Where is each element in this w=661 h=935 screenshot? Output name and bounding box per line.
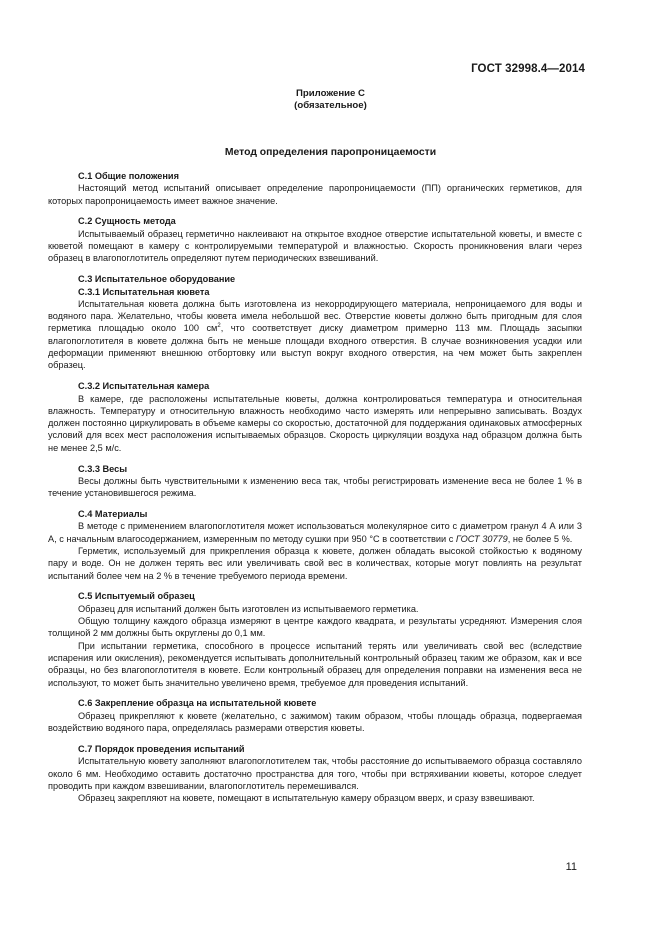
superscript-two: 2 [217, 323, 221, 330]
paragraph-c4-1 [48, 520, 582, 545]
section-heading-c6: С.6 Закрепление образца на испытательной кювете [78, 698, 317, 709]
section-heading-c32: С.3.2 Испытательная камера [78, 381, 210, 392]
standard-reference: ГОСТ 30779 [455, 533, 508, 544]
paragraph-c4-1-part-b: , не более 5 %. [507, 533, 573, 544]
section-heading-c33: С.3.3 Весы [78, 463, 128, 474]
document-body [48, 170, 582, 804]
paragraph-c5-3: При испытании герметика, способного в процессе испытаний терять или увеличивать свой вес (вследствие испарения или окисления), рекомендуется испытывать дополнительный контрольный образец таким же образом, как и все образцы, но без влагопоглотителя в кювете. Если контрольный образец для определения поправки на изменения веса не используют, то может быть значительно увеличено время, требуемое для проведения испытаний. [48, 640, 582, 688]
section-heading-c7: С.7 Порядок проведения испытаний [78, 743, 245, 754]
page-number: 11 [565, 861, 577, 873]
section-heading-c4: С.4 Материалы [78, 509, 148, 520]
section-heading-c1: С.1 Общие положения [78, 171, 179, 181]
paragraph-c5-2: Общую толщину каждого образца измеряют в центре каждого квадрата, и результаты усредняют. Измерения слоя толщиной 2 мм должны быть округлены до 0,1 мм. [48, 616, 582, 639]
paragraph-c31-1 [48, 298, 582, 372]
annex-status: (обязательное) [294, 100, 367, 111]
paragraph-c33-1: Весы должны быть чувствительными к изменению веса так, чтобы регистрировать изменение веса не более 1 % в течение установившегося режима. [48, 475, 582, 499]
paragraph-c2-1: Испытываемый образец герметично наклеивают на открытое входное отверстие испытательной кюветы, и вместе с кюветой помещают в камеру с контролируемыми температурой и влажностью. Скорость проникновения влаги через образец в влагопоглотитель определяют путем периодических взвешиваний. [48, 228, 582, 264]
paragraph-c4-2: Герметик, используемый для прикрепления образца к кювете, должен обладать высокой стойкостью к водяному пару и воде. Он не должен терять вес или увеличивать свой вес в количествах, которые могут повлиять на результат испытаний более чем на 2 % в течение требуемого периода времени. [48, 545, 582, 581]
paragraph-c7-1: Испытательную кювету заполняют влагопоглотителем так, чтобы расстояние до испытываемого образца составляло около 6 мм. Необходимо оставить достаточно пространства для того, чтобы при встряхивании кюветы, которое следует проводить при каждом взвешивании, влагопоглотитель перемешивался. [48, 756, 582, 791]
section-heading-c5: С.5 Испытуемый образец [78, 591, 195, 602]
paragraph-c1-1: Настоящий метод испытаний описывает определение паропроницаемости (ПП) органических герметиков, для которых паропроницаемость имеет важное значение. [48, 183, 582, 206]
paragraph-c4-1-part-a: В методе с применением влагопоглотителя может использоваться молекулярное сито с диаметром гранул 4 А или 3 А, с начальным влагосодержанием, измеренным по методу сушки при 950 °С в соответствии с [48, 521, 582, 544]
annex-title: Приложение С [296, 88, 365, 99]
section-heading-c2: С.2 Сущность метода [78, 216, 176, 227]
paragraph-c32-1: В камере, где расположены испытательные кюветы, должна контролироваться температура и относительная влажность. Температуру и относительную влажность необходимо часто измерять или непрерывно записывать. Воздух должен постоянно циркулировать в объеме камеры со скоростью, достаточной для поддержания одинаковых атмосферных условий для всех мест расположения испытываемых образцов. Скорость циркуляции воздуха над образцом должна быть не менее 2,5 м/с. [48, 393, 582, 453]
section-heading-c3: С.3 Испытательное оборудование [78, 274, 236, 285]
paragraph-c7-2: Образец закрепляют на кювете, помещают в испытательную камеру образцом вверх, и сразу взвешивают. [78, 793, 535, 804]
paragraph-c31-1-part-a: Испытательная кювета должна быть изготовлена из некорродирующего материала, непроницаемого для воды и водяного пара. Желательно, чтобы кювета имела небольшой вес. Отверстие кюветы должно быть пригодным для слоя герметика площадью около 100 см [48, 298, 582, 334]
document-code: ГОСТ 32998.4—2014 [471, 63, 585, 75]
paragraph-c6-1: Образец прикрепляют к кювете (желательно, с зажимом) таким образом, чтобы площадь образца, подвергаемая воздействию водяного пара, определялась размерами отверстия кюветы. [48, 710, 582, 734]
paragraph-c31-1-part-b: , что соответствует диску диаметром примерно 113 мм. Площадь засыпки влагопоглотителя в кювете должна быть не меньше площади входного отверстия. В случае возникновения усадки или деформации применяют внешнюю отбортовку или выступ вокруг входного отверстия, на чем может быть закреплен образец. [48, 323, 582, 371]
section-heading-c31: С.3.1 Испытательная кювета [78, 286, 210, 297]
method-title: Метод определения паропроницаемости [224, 147, 437, 158]
paragraph-c5-1: Образец для испытаний должен быть изготовлен из испытываемого герметика. [78, 603, 419, 614]
